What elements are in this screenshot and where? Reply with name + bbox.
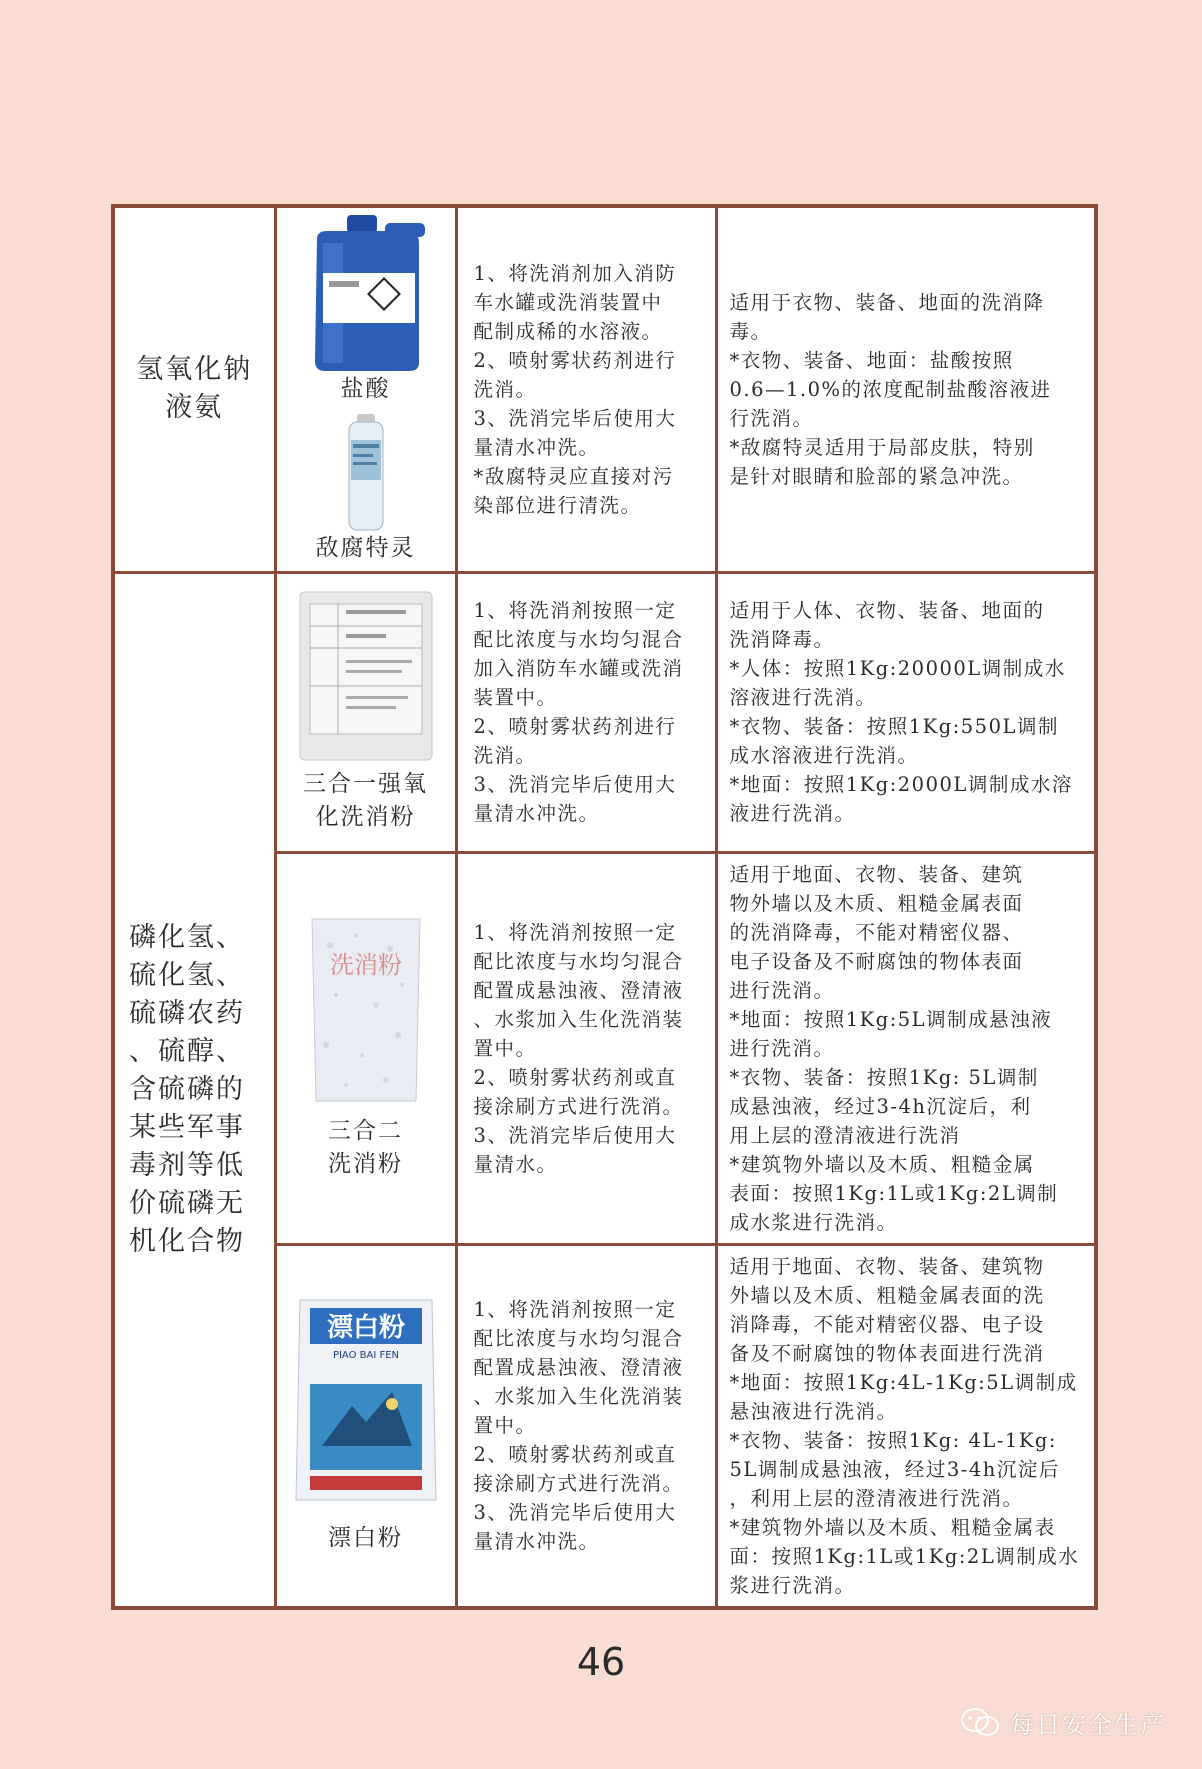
bag-label: 洗消粉: [329, 951, 402, 979]
usage-line: 适用于地面、衣物、装备、建筑: [729, 862, 1024, 886]
usage-line: 0.6—1.0%的浓度配制盐酸溶液进: [729, 377, 1052, 401]
powder-bag-icon: [298, 590, 434, 762]
usage-line: 毒。: [729, 319, 772, 343]
usage-line: *衣物、装备、地面：盐酸按照: [729, 348, 1014, 372]
bleach-bag-icon: [292, 1296, 440, 1506]
usage-line: 消降毒，不能对精密仪器、电子设: [729, 1312, 1045, 1336]
usage-line: 洗消降毒。: [729, 628, 835, 651]
procedure-line: 3、洗消完毕后使用大: [473, 406, 677, 430]
page-number: 46: [576, 1640, 626, 1684]
usage-line: 溶液进行洗消。: [729, 686, 877, 709]
procedure-line: 量清水。: [473, 1152, 558, 1176]
bag-label: 漂白粉: [326, 1313, 405, 1344]
usage-line: 5L调制成悬浊液，经过3-4h沉淀后: [729, 1457, 1060, 1481]
agent-line: 价硫磷无: [129, 1187, 245, 1219]
table-row: [113, 206, 1096, 572]
wechat-icon: [960, 1707, 1000, 1739]
usage-cell: [716, 206, 1096, 572]
usage-line: 备及不耐腐蚀的物体表面进行洗消: [729, 1341, 1045, 1365]
agent-line: 含硫磷的: [129, 1073, 245, 1105]
agent-line: 硫磷农药: [129, 997, 245, 1029]
usage-line: *敌腐特灵适用于局部皮肤，特别: [729, 435, 1035, 459]
procedure-line: 配制成稀的水溶液。: [473, 319, 663, 343]
procedure-line: 2、喷射雾状药剂或直: [473, 1443, 677, 1467]
agent-line: 毒剂等低: [129, 1149, 245, 1181]
procedure-line: 配比浓度与水均匀混合: [473, 949, 684, 973]
procedure-line: 、水浆加入生化洗消装: [473, 1007, 684, 1031]
usage-line: *地面：按照1Kg:5L调制成悬浊液: [729, 1007, 1053, 1031]
procedure-line: 配比浓度与水均匀混合: [473, 1327, 684, 1351]
procedure-line: 置中。: [473, 1414, 537, 1438]
agent-cell: [113, 206, 275, 572]
usage-line: 进行洗消。: [729, 1036, 835, 1060]
product-name: 敌腐特灵: [315, 535, 416, 562]
procedure-line: 2、喷射雾状药剂进行: [473, 715, 677, 738]
product-cell: [275, 206, 456, 572]
usage-line: 浆进行洗消。: [729, 1573, 856, 1597]
usage-cell: [716, 852, 1096, 1244]
usage-line: 适用于地面、衣物、装备、建筑物: [729, 1254, 1045, 1278]
product-caption: [277, 768, 455, 834]
procedure-line: 量清水冲洗。: [473, 1530, 600, 1554]
watermark: [960, 1705, 1166, 1740]
table-row: [113, 572, 1096, 852]
usage-cell: [716, 572, 1096, 852]
usage-line: *建筑物外墙以及木质、粗糙金属: [729, 1152, 1035, 1176]
product-cell: [275, 572, 456, 852]
usage-line: 用上层的澄清液进行洗消: [729, 1123, 961, 1147]
disinfectant-table: [111, 204, 1098, 1610]
caption-line: 化洗消粉: [315, 804, 416, 830]
spray-can-icon: [343, 414, 389, 532]
usage-line: 悬浊液进行洗消。: [729, 1399, 898, 1423]
procedure-line: 量清水冲洗。: [473, 802, 600, 825]
usage-line: ，利用上层的澄清液进行洗消。: [729, 1486, 1024, 1510]
procedure-line: 1、将洗消剂按照一定: [473, 1298, 677, 1322]
watermark-text: 每日安全生产: [1010, 1711, 1166, 1739]
usage-line: 进行洗消。: [729, 978, 835, 1002]
procedure-line: 配置成悬浊液、澄清液: [473, 978, 684, 1002]
usage-line: *人体：按照1Kg:20000L调制成水: [729, 657, 1066, 680]
agent-line: 机化合物: [129, 1225, 245, 1257]
procedure-line: 、水浆加入生化洗消装: [473, 1385, 684, 1409]
procedure-line: 装置中。: [473, 686, 558, 709]
agent-line: 某些军事: [129, 1111, 245, 1143]
product-cell: [275, 852, 456, 1244]
usage-line: 面：按照1Kg:1L或1Kg:2L调制成水: [729, 1544, 1080, 1568]
usage-line: 适用于衣物、装备、地面的洗消降: [729, 290, 1045, 314]
agent-cell: [113, 572, 275, 1608]
procedure-line: 接涂刷方式进行洗消。: [473, 1472, 684, 1496]
usage-line: 行洗消。: [729, 406, 814, 430]
procedure-cell: [456, 572, 716, 852]
procedure-line: 配置成悬浊液、澄清液: [473, 1356, 684, 1380]
procedure-line: 染部位进行清洗。: [473, 493, 642, 517]
jerrycan-icon: [303, 213, 429, 373]
procedure-line: 置中。: [473, 1036, 537, 1060]
procedure-line: 接涂刷方式进行洗消。: [473, 1094, 684, 1118]
procedure-line: *敌腐特灵应直接对污: [473, 464, 674, 488]
procedure-cell: [456, 206, 716, 572]
procedure-line: 1、将洗消剂加入消防: [473, 261, 677, 285]
procedure-cell: [456, 852, 716, 1244]
usage-cell: [716, 1244, 1096, 1608]
procedure-line: 2、喷射雾状药剂进行: [473, 348, 677, 372]
procedure-line: 3、洗消完毕后使用大: [473, 1501, 677, 1525]
product-caption: [277, 1115, 455, 1181]
usage-line: 成悬浊液，经过3-4h沉淀后，利: [729, 1094, 1032, 1118]
usage-line: 的洗消降毒，不能对精密仪器、: [729, 920, 1024, 944]
procedure-line: 1、将洗消剂按照一定: [473, 920, 677, 944]
usage-line: 液进行洗消。: [729, 802, 856, 825]
procedure-line: 1、将洗消剂按照一定: [473, 599, 677, 622]
procedure-line: 量清水冲洗。: [473, 435, 600, 459]
usage-line: *衣物、装备：按照1Kg: 4L-1Kg:: [729, 1428, 1057, 1452]
product-caption: [277, 1522, 455, 1555]
usage-line: 是针对眼睛和脸部的紧急冲洗。: [729, 464, 1024, 488]
bag-sub-label: PIAO BAI FEN: [332, 1350, 399, 1362]
caption-line: 三合一强氧: [303, 771, 428, 797]
usage-line: *地面：按照1Kg:2000L调制成水溶: [729, 773, 1073, 796]
procedure-line: 加入消防车水罐或洗消: [473, 657, 684, 680]
caption-line: 洗消粉: [328, 1151, 403, 1177]
usage-line: *地面：按照1Kg:4L-1Kg:5L调制成: [729, 1370, 1078, 1394]
procedure-line: 3、洗消完毕后使用大: [473, 1123, 677, 1147]
usage-line: 外墙以及木质、粗糙金属表面的洗: [729, 1283, 1045, 1307]
product-name: 盐酸: [340, 376, 391, 403]
product-cell: [275, 1244, 456, 1608]
agent-line: 硫化氢、: [129, 959, 245, 991]
procedure-cell: [456, 1244, 716, 1608]
procedure-line: 洗消。: [473, 377, 537, 401]
procedure-line: 2、喷射雾状药剂或直: [473, 1065, 677, 1089]
usage-line: 表面：按照1Kg:1L或1Kg:2L调制: [729, 1181, 1059, 1205]
procedure-line: 3、洗消完毕后使用大: [473, 773, 677, 796]
usage-line: 物外墙以及木质、粗糙金属表面: [729, 891, 1024, 915]
usage-line: *衣物、装备：按照1Kg:550L调制: [729, 715, 1059, 738]
agent-line: 氢氧化钠: [136, 354, 253, 386]
procedure-line: 配比浓度与水均匀混合: [473, 628, 684, 651]
usage-line: *建筑物外墙以及木质、粗糙金属表: [729, 1515, 1056, 1539]
usage-line: 电子设备及不耐腐蚀的物体表面: [729, 949, 1024, 973]
powder-bag-icon: [306, 915, 426, 1105]
procedure-line: 车水罐或洗消装置中: [473, 290, 663, 314]
usage-line: 适用于人体、衣物、装备、地面的: [729, 599, 1045, 622]
agent-line: 、硫醇、: [129, 1035, 245, 1067]
agent-line: 磷化氢、: [129, 921, 245, 953]
usage-line: 成水浆进行洗消。: [729, 1210, 898, 1234]
caption-line: 漂白粉: [328, 1525, 403, 1552]
usage-line: 成水溶液进行洗消。: [729, 744, 919, 767]
agent-line: 液氨: [165, 392, 224, 424]
procedure-line: 洗消。: [473, 744, 537, 767]
usage-line: *衣物、装备：按照1Kg: 5L调制: [729, 1065, 1039, 1089]
caption-line: 三合二: [328, 1118, 403, 1144]
